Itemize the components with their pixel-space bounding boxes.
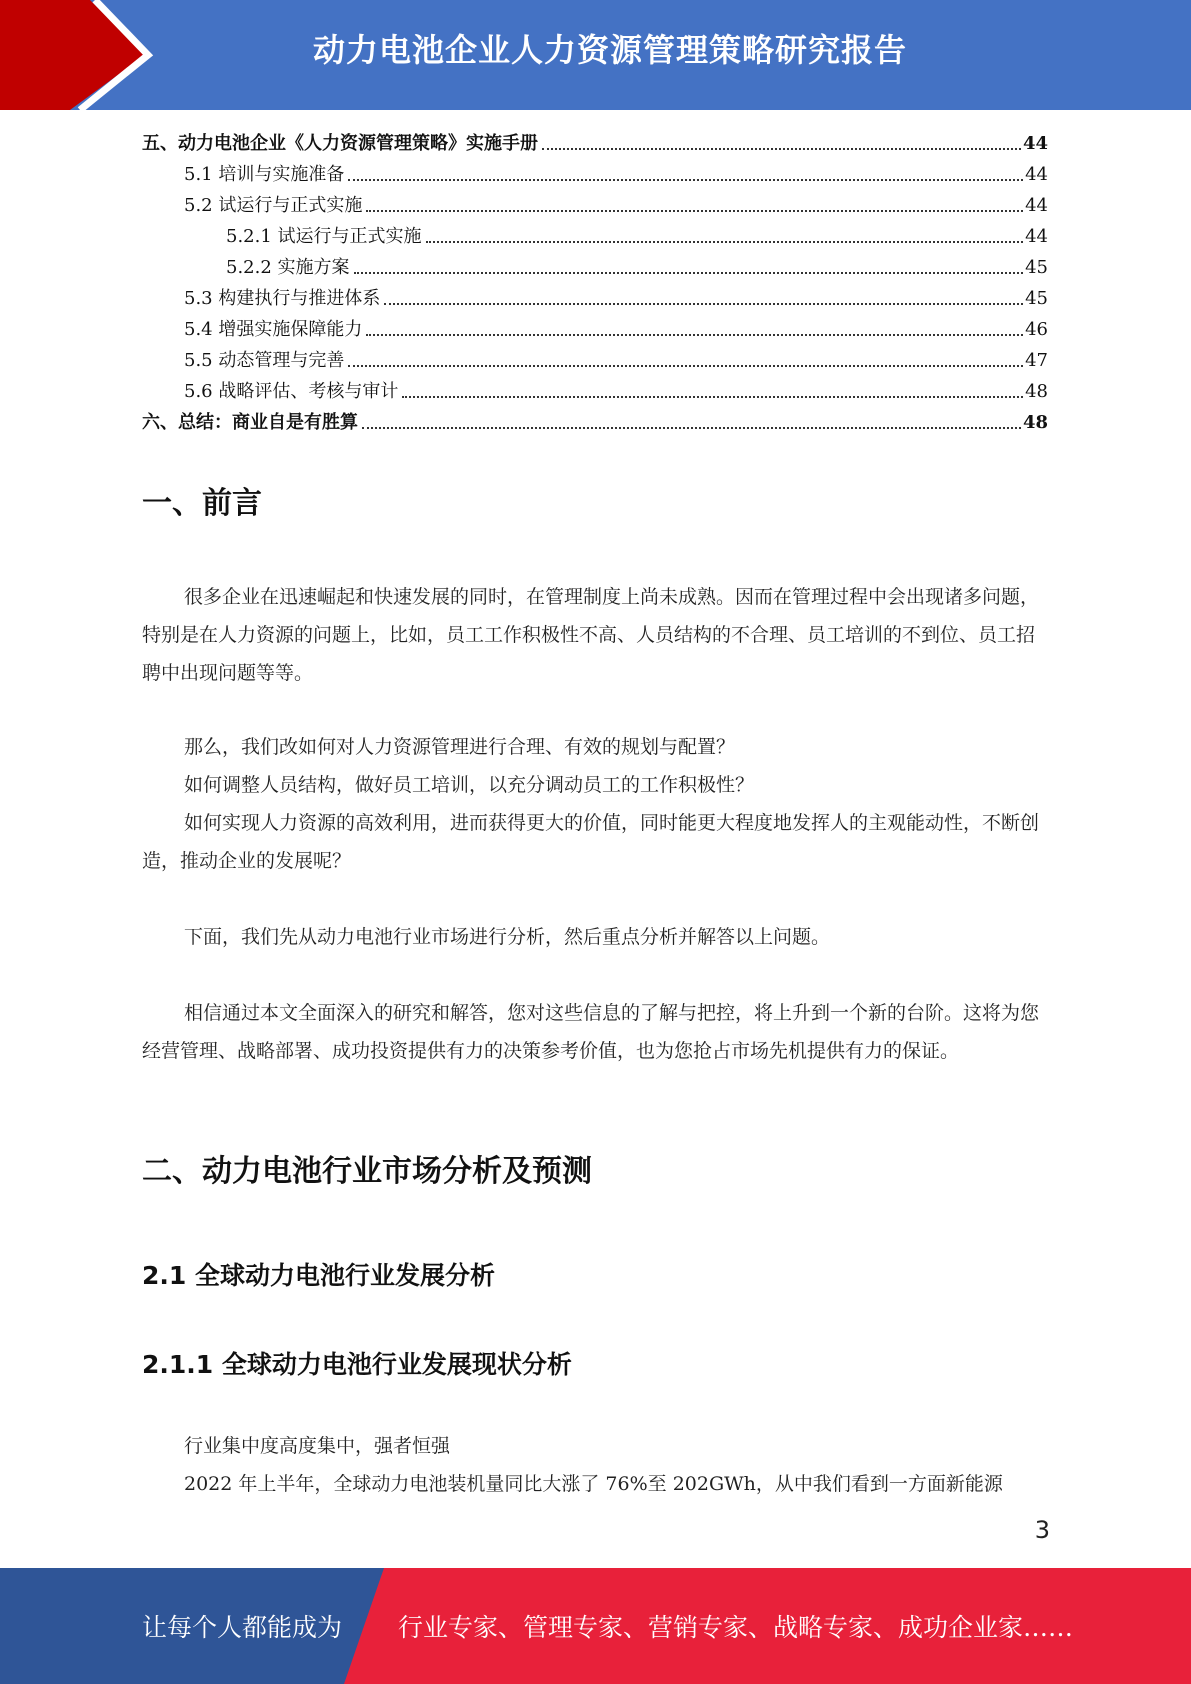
footer-slogan-left: 让每个人都能成为 xyxy=(142,1613,343,1642)
paragraph: 如何实现人力资源的高效利用，进而获得更大的价值，同时能更大程度地发挥人的主观能动性，不断创造，推动企业的发展呢？ xyxy=(142,812,1040,872)
toc-entry[interactable] xyxy=(142,314,1048,345)
toc-leader-dots xyxy=(366,334,1023,336)
toc-entry-page: 45 xyxy=(1025,288,1048,309)
footer-slogan-right: 行业专家、管理专家、营销专家、战略专家、成功企业家…… xyxy=(398,1613,1074,1642)
toc-leader-dots xyxy=(384,303,1023,305)
toc-entry-page: 44 xyxy=(1025,226,1048,247)
toc-entry-label: 5.1 培训与实施准备 xyxy=(184,164,345,185)
toc-entry[interactable] xyxy=(142,376,1048,407)
toc-entry-page: 44 xyxy=(1022,133,1048,154)
toc-entry-label: 5.4 增强实施保障能力 xyxy=(184,319,363,340)
toc-entry-label: 5.2 试运行与正式实施 xyxy=(184,195,363,216)
toc-entry[interactable] xyxy=(142,345,1048,376)
toc-entry-page: 47 xyxy=(1025,350,1048,371)
header-title: 动力电池企业人力资源管理策略研究报告 xyxy=(312,31,907,69)
toc-entry-page: 48 xyxy=(1025,381,1048,402)
page-number: 3 xyxy=(1034,1516,1050,1544)
paragraph: 下面，我们先从动力电池行业市场进行分析，然后重点分析并解答以上问题。 xyxy=(184,926,831,948)
toc-entry[interactable] xyxy=(142,190,1048,221)
toc-entry[interactable] xyxy=(142,407,1048,438)
toc-entry[interactable] xyxy=(142,252,1048,283)
toc-entry-label: 5.3 构建执行与推进体系 xyxy=(184,288,381,309)
toc-leader-dots xyxy=(402,396,1023,398)
paragraph: 行业集中度高度集中，强者恒强 xyxy=(184,1435,451,1457)
section-heading-preface: 一、前言 xyxy=(142,486,262,521)
toc-entry[interactable] xyxy=(142,128,1048,159)
toc-leader-dots xyxy=(426,241,1024,243)
paragraph: 那么，我们改如何对人力资源管理进行合理、有效的规划与配置？ xyxy=(184,736,736,758)
toc-leader-dots xyxy=(366,210,1023,212)
toc-leader-dots xyxy=(354,272,1024,274)
subsection-heading: 2.1 全球动力电池行业发展分析 xyxy=(142,1261,495,1290)
toc-entry-label: 5.2.2 实施方案 xyxy=(226,257,350,278)
toc-entry-label: 5.2.1 试运行与正式实施 xyxy=(226,226,422,247)
section-heading-market: 二、动力电池行业市场分析及预测 xyxy=(142,1154,592,1189)
toc-leader-dots xyxy=(362,427,1021,429)
toc-entry-page: 44 xyxy=(1025,195,1048,216)
toc-leader-dots xyxy=(348,365,1023,367)
subsection-heading: 2.1.1 全球动力电池行业发展现状分析 xyxy=(142,1350,572,1379)
toc-entry-page: 46 xyxy=(1025,319,1048,340)
toc-leader-dots xyxy=(348,179,1023,181)
toc-entry-page: 48 xyxy=(1022,412,1048,433)
toc-entry-label: 5.5 动态管理与完善 xyxy=(184,350,345,371)
toc-entry-page: 45 xyxy=(1025,257,1048,278)
toc-entry-label: 5.6 战略评估、考核与审计 xyxy=(184,381,399,402)
toc-entry-label: 六、总结：商业自是有胜算 xyxy=(142,412,358,433)
paragraph: 2022 年上半年，全球动力电池装机量同比大涨了 76%至 202GWh，从中我们看到一方面新能源 xyxy=(184,1473,1003,1495)
toc-entry[interactable] xyxy=(142,221,1048,252)
paragraph: 很多企业在迅速崛起和快速发展的同时，在管理制度上尚未成熟。因而在管理过程中会出现诸多问题，特别是在人力资源的问题上，比如，员工工作积极性不高、人员结构的不合理、员工培训的不到位、员工招聘中出现问题等等。 xyxy=(142,586,1040,684)
paragraph: 如何调整人员结构，做好员工培训，以充分调动员工的工作积极性？ xyxy=(184,774,755,796)
table-of-contents xyxy=(142,128,1048,438)
toc-entry[interactable] xyxy=(142,159,1048,190)
toc-leader-dots xyxy=(542,148,1021,150)
paragraph: 相信通过本文全面深入的研究和解答，您对这些信息的了解与把控，将上升到一个新的台阶。这将为您经营管理、战略部署、成功投资提供有力的决策参考价值，也为您抢占市场先机提供有力的保证。 xyxy=(142,1002,1040,1062)
toc-entry-page: 44 xyxy=(1025,164,1048,185)
toc-entry-label: 五、动力电池企业《人力资源管理策略》实施手册 xyxy=(142,133,538,154)
toc-entry[interactable] xyxy=(142,283,1048,314)
